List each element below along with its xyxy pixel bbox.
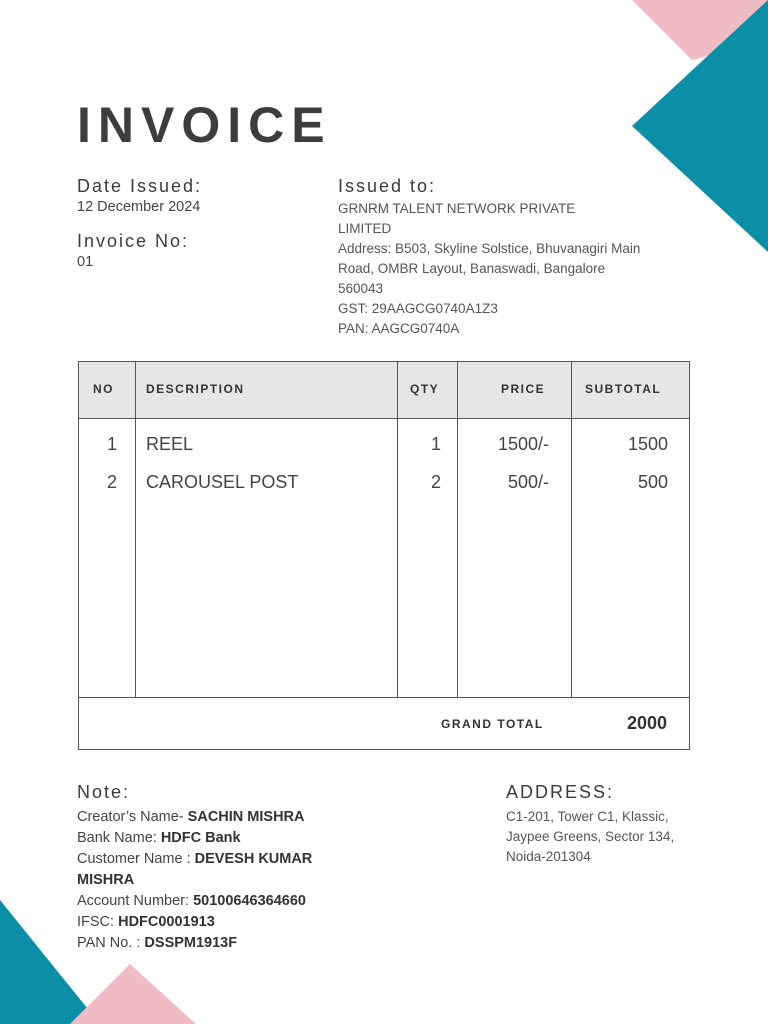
address-line: C1-201, Tower C1, Klassic,: [506, 809, 669, 824]
row-1-description: REEL: [146, 434, 194, 454]
page-title: INVOICE: [77, 97, 332, 153]
header-qty: QTY: [410, 382, 440, 396]
row-2-qty: 2: [430, 472, 441, 492]
issued-to-line: Road, OMBR Layout, Banaswadi, Bangalore: [338, 261, 606, 276]
account-line: [77, 891, 397, 912]
header-price: PRICE: [501, 382, 546, 396]
bank-value: HDFC Bank: [160, 830, 241, 846]
header-subtotal: SUBTOTAL: [585, 382, 662, 396]
account-label: Account Number:: [77, 893, 194, 909]
customer-line-2: [77, 870, 397, 891]
issued-to-line: Address: B503, Skyline Solstice, Bhuvanagiri Main: [338, 241, 641, 256]
column-divider: [457, 362, 458, 697]
pan-value: DSSPM1913F: [144, 935, 238, 951]
invoice-meta: [77, 176, 317, 272]
note-block: [77, 782, 397, 954]
ifsc-label: IFSC:: [77, 914, 119, 930]
grand-total-label: GRAND TOTAL: [441, 717, 544, 731]
row-2-description: CAROUSEL POST: [146, 472, 299, 492]
row-1-qty: 1: [430, 434, 441, 454]
row-2-subtotal: 500: [637, 472, 668, 492]
address-block: [506, 782, 706, 867]
invoice-no-label: Invoice No:: [77, 231, 190, 251]
customer-value-cont: MISHRA: [77, 872, 135, 888]
column-divider: [397, 362, 398, 697]
header-description: DESCRIPTION: [146, 382, 245, 396]
issued-to-line: 560043: [338, 281, 384, 296]
address-line: Noida-201304: [506, 849, 591, 864]
issued-to-line: GST: 29AAGCG0740A1Z3: [338, 301, 498, 316]
creator-value: SACHIN MISHRA: [187, 809, 305, 825]
date-issued-label: Date Issued:: [77, 176, 203, 196]
row-1-subtotal: 1500: [627, 434, 668, 454]
pan-line: [77, 933, 397, 954]
account-value: 50100646364660: [193, 893, 306, 909]
bank-label: Bank Name:: [77, 830, 161, 846]
issued-to-label: Issued to:: [338, 176, 437, 196]
column-divider: [135, 362, 136, 697]
date-issued-value: 12 December 2024: [77, 199, 201, 215]
invoice-table: [78, 361, 690, 750]
row-2-price: 500/-: [507, 472, 549, 492]
total-divider: [79, 697, 689, 698]
header-no: NO: [93, 382, 114, 396]
ifsc-line: [77, 912, 397, 933]
bank-line: [77, 828, 397, 849]
pink-triangle-bottom: [70, 964, 196, 1024]
issued-to-line: GRNRM TALENT NETWORK PRIVATE: [338, 201, 576, 216]
grand-total-value: 2000: [626, 713, 667, 733]
customer-label: Customer Name :: [77, 851, 195, 867]
address-line: Jaypee Greens, Sector 134,: [506, 829, 675, 844]
creator-label: Creator’s Name-: [77, 809, 188, 825]
pan-label: PAN No. :: [77, 935, 145, 951]
note-label: Note:: [77, 782, 131, 802]
customer-line: [77, 849, 397, 870]
row-1-price: 1500/-: [497, 434, 549, 454]
invoice-no-value: 01: [77, 254, 94, 270]
customer-value: DEVESH KUMAR: [194, 851, 313, 867]
issued-to-block: [338, 176, 683, 339]
creator-line: [77, 807, 397, 828]
address-label: ADDRESS:: [506, 782, 615, 802]
issued-to-line: PAN: AAGCG0740A: [338, 321, 460, 336]
row-1-no: 1: [106, 434, 117, 454]
row-2-no: 2: [106, 472, 117, 492]
column-divider: [571, 362, 572, 697]
issued-to-line: LIMITED: [338, 221, 392, 236]
ifsc-value: HDFC0001913: [118, 914, 215, 930]
